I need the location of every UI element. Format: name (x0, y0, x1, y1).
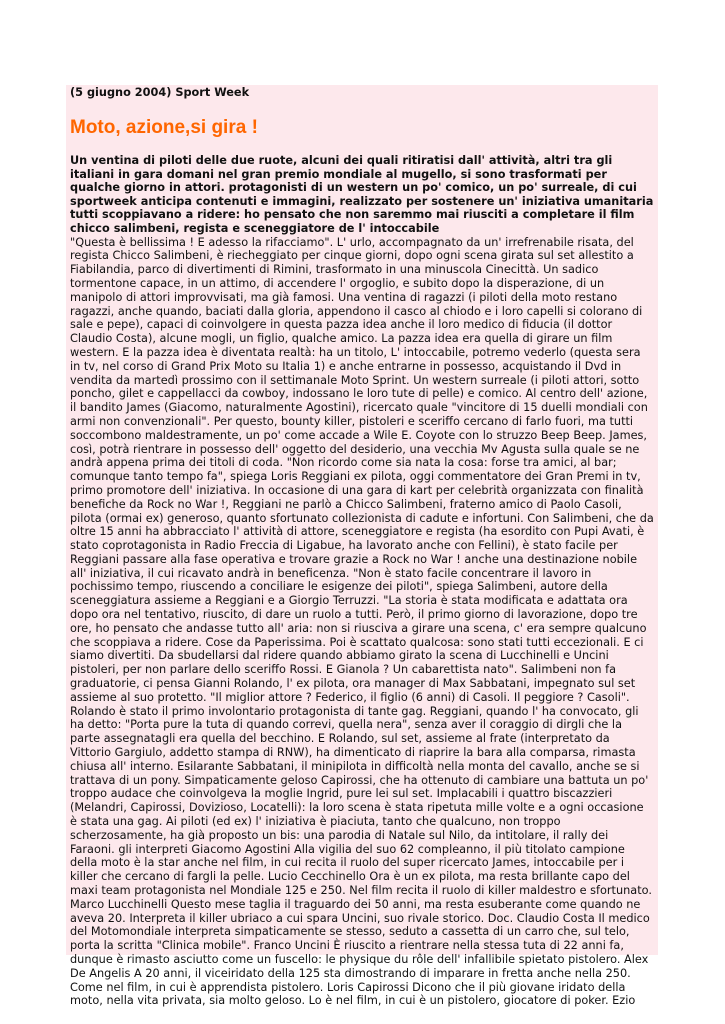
source-line: (5 giugno 2004) Sport Week (70, 86, 250, 99)
article-lead: Un ventina di piloti delle due ruote, alcuni dei quali ritiratisi dall' attività, altri tra gli italiani in gara domani nel gran premio mondiale al mugello, si sono trasformati per qualche giorno in attori. protagonisti di un western un po' comico, un po' surreale, di cui sportweek anticipa contenuti e immagini, realizzato per sostenere un' iniziativa umanitaria tutti scoppiavano a ridere: ho pensato che non saremmo mai riusciti a completare il film chicco salimbeni, regista e sceneggiatore de l' intoccabile (70, 154, 654, 235)
article-headline: Moto, azione,si gira ! (70, 117, 258, 138)
article-body: "Questa è bellissima ! E adesso la rifacciamo". L' urlo, accompagnato da un' irrefrenabile risata, del regista Chicco Salimbeni, è riecheggiato per cinque giorni, dopo ogni scena girata sul set allestito a Fiabilandia, parco di divertimenti di Rimini, trasformato in una minuscola Cinecittà. Un sadico tormentone capace, in un attimo, di accendere l' orgoglio, e subito dopo la disperazione, di un manipolo di attori improvvisati, ma già famosi. Una ventina di ragazzi (i piloti della moto restano ragazzi, anche quando, baciati dalla gloria, appendono il casco al chiodo e i loro capelli si colorano di sale e pepe), capaci di coinvolgere in questa pazza idea anche il loro medico di fiducia (il dottor Claudio Costa), alcune mogli, un figlio, qualche amico. La pazza idea era quella di girare un film western. E la pazza idea è diventata realtà: ha un titolo, L' intoccabile, potremo vederlo (questa sera in tv, nel corso di Grand Prix Moto su Italia 1) e anche entrarne in possesso, acquistando il Dvd in vendita da martedì prossimo con il settimanale Moto Sprint. Un western surreale (i piloti attori, sotto poncho, gilet e cappellacci da cowboy, indossano le loro tute di pelle) e comico. Al centro dell' azione, il bandito James (Giacomo, naturalmente Agostini), ricercato quale "vincitore di 15 duelli mondiali con armi non convenzionali". Per questo, bounty killer, pistoleri e sceriffo cercano di farlo fuori, ma tutti soccombono maldestramente, un po' come accade a Wile E. Coyote con lo struzzo Beep Beep. James, così, potrà rientrare in possesso dell' oggetto del desiderio, una vecchia Mv Agusta sulla quale se ne andrà appena prima dei titoli di coda. "Non ricordo come sia nata la cosa: forse tra amici, al bar; comunque tanto tempo fa", spiega Loris Reggiani ex pilota, oggi commentatore dei Gran Premi in tv, primo promotore dell' iniziativa. In occasione di una gara di kart per celebrità organizzata con finalità benefiche da Rock no War !, Reggiani ne parlò a Chicco Salimbeni, fraterno amico di Paolo Casoli, pilota (ormai ex) generoso, quanto sfortunato collezionista di cadute e infortuni. Con Salimbeni, che da oltre 15 anni ha abbracciato l' attività di attore, sceneggiatore e regista (ha esordito con Pupi Avati, è stato coprotagonista in Radio Freccia di Ligabue, ha lavorato anche con Fellini), è stato facile per Reggiani passare alla fase operativa e trovare grazie a Rock no War ! anche una destinazione nobile all' iniziativa, il cui ricavato andrà in beneficenza. "Non è stato facile concentrare il lavoro in pochissimo tempo, riuscendo a conciliare le esigenze dei piloti", spiega Salimbeni, autore della sceneggiatura assieme a Reggiani e a Giorgio Terruzzi. "La storia è stata modificata e adattata ora dopo ora nel tentativo, riuscito, di dare un ruolo a tutti. Però, il primo giorno di lavorazione, dopo tre ore, ho pensato che andasse tutto all' aria: non si riusciva a girare una scena, c' era sempre qualcuno che scoppiava a ridere. Cose da Paperissima. Poi è scattato qualcosa: sono stati tutti eccezionali. E ci siamo divertiti. Da sbudellarsi dal ridere quando abbiamo girato la scena di Lucchinelli e Uncini pistoleri, per non parlare dello sceriffo Rossi. E Gianola ? Un cabarettista nato". Salimbeni non fa graduatorie, ci pensa Gianni Rolando, l' ex pilota, ora manager di Max Sabbatani, impegnato sul set assieme al suo protetto. "Il miglior attore ? Federico, il figlio (6 anni) di Casoli. Il peggiore ? Casoli". Rolando è stato il primo involontario protagonista di tante gag. Reggiani, quando l' ha convocato, gli ha detto: "Porta pure la tuta di quando correvi, quella nera", senza aver il coraggio di dirgli che la parte assegnatagli era quella del becchino. E Rolando, sul set, assieme al frate (interpretato da Vittorio Gargiulo, addetto stampa di RNW), ha dimenticato di riaprire la bara alla comparsa, rimasta chiusa all' interno. Esilarante Sabbatani, il minipilota in difficoltà nella monta del cavallo, anche se si trattava di un pony. Simpaticamente geloso Capirossi, che ha ottenuto di cambiare una battuta un po' troppo audace che coinvolgeva la moglie Ingrid, pure lei sul set. Implacabili i quattro biscazzieri (Melandri, Capirossi, Dovizioso, Locatelli): la loro scena è stata ripetuta mille volte e a ogni occasione è stata una gag. Ai piloti (ed ex) l' iniziativa è piaciuta, tanto che qualcuno, non troppo scherzosamente, ha già proposto un bis: una parodia di Natale sul Nilo, da intitolare, il rally dei Faraoni. gli interpreti Giacomo Agostini Alla vigilia del suo 62 compleanno, il più titolato campione della moto è la star anche nel film, in cui recita il ruolo del super ricercato James, intoccabile per i killer che cercano di fargli la pelle. Lucio Cecchinello Ora è un ex pilota, ma resta brillante capo del maxi team protagonista nel Mondiale 125 e 250. Nel film recita il ruolo di killer maldestro e sfortunato. Marco Lucchinelli Questo mese taglia il traguardo dei 50 anni, ma resta esuberante come quando ne aveva 20. Interpreta il killer ubriaco a cui spara Uncini, suo rivale storico. Doc. Claudio Costa Il medico del Motomondiale interpreta simpaticamente se stesso, seduto a cassetta di un carro che, sul telo, porta la scritta "Clinica mobile". Franco Uncini È riuscito a rientrare nella stessa tuta di 22 anni fa, dunque è rimasto asciutto come un fuscello: le physique du rôle dell' infallibile spietato pistolero. Alex De Angelis A 20 anni, il viceiridato della 125 sta dimostrando di imparare in fretta anche nella 250. Come nel film, in cui è apprendista pistolero. Loris Capirossi Dicono che il più giovane iridato della moto, nella vita privata, sia molto geloso. Lo è nel film, in cui è un pistolero, giocatore di poker. Ezio (70, 235, 654, 1008)
article-container (66, 85, 658, 1008)
